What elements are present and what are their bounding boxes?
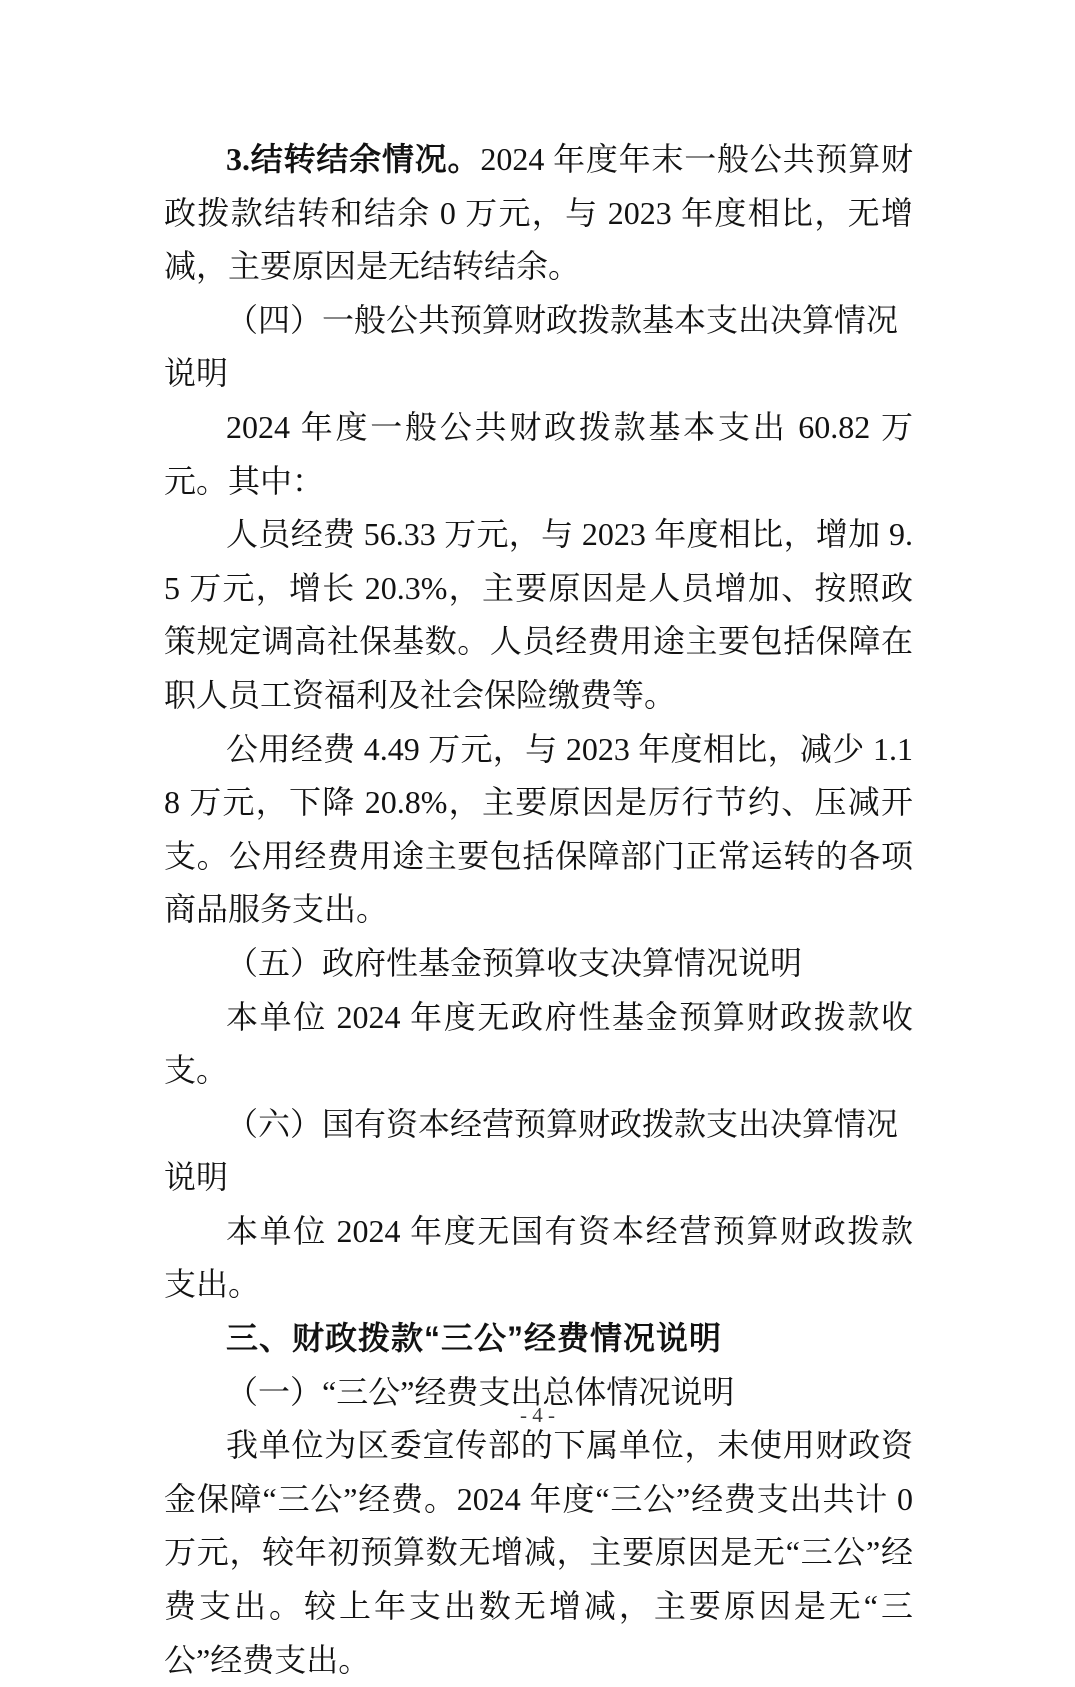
paragraph-personnel-funds: 人员经费 56.33 万元，与 2023 年度相比，增加 9.5 万元，增长 20.3%，主要原因是人员增加、按照政策规定调高社保基数。人员经费用途主要包括保障在职人员工资福利及社会保险缴费等。: [164, 516, 913, 713]
section-heading-government-fund-budget: （五）政府性基金预算收支决算情况说明: [226, 944, 803, 981]
paragraph-three-public-details: 我单位为区委宣传部的下属单位，未使用财政资金保障“三公”经费。2024 年度“三公”经费支出共计 0 万元，较年初预算数无增减，主要原因是无“三公”经费支出。较上年支出数无增减，主要原因是无“三公”经费支出。: [164, 1427, 913, 1678]
paragraph-public-funds: 公用经费 4.49 万元，与 2023 年度相比，减少 1.18 万元，下降 20.8%，主要原因是厉行节约、压减开支。公用经费用途主要包括保障部门正常运转的各项商品服务支出。: [164, 730, 913, 928]
paragraph-bold-lead: 3.结转结余情况。: [226, 141, 481, 177]
section-heading-basic-expenditure: （四）一般公共预算财政拨款基本支出决算情况说明: [164, 301, 899, 392]
paragraph-state-capital-statement: 本单位 2024 年度无国有资本经营预算财政拨款支出。: [164, 1212, 913, 1303]
document-page: [164, 133, 913, 1687]
paragraph-carryover-balance: [164, 133, 913, 294]
section-heading-state-capital-budget: （六）国有资本经营预算财政拨款支出决算情况说明: [164, 1105, 899, 1196]
paragraph-basic-expenditure-total: 2024 年度一般公共财政拨款基本支出 60.82 万元。其中：: [164, 408, 913, 499]
page-number: - 4 -: [520, 1403, 555, 1427]
subsection-heading-three-public-overview: （一）“三公”经费支出总体情况说明: [226, 1373, 735, 1410]
paragraph-text: 2024 年度年末一般公共预算财政拨款结转和结余 0 万元，与 2023 年度相比，无增减，主要原因是无结转结余。: [164, 141, 913, 285]
section-heading-three-public-funds: 三、财政拨款“三公”经费情况说明: [226, 1320, 723, 1357]
paragraph-government-fund-statement: 本单位 2024 年度无政府性基金预算财政拨款收支。: [164, 998, 913, 1089]
